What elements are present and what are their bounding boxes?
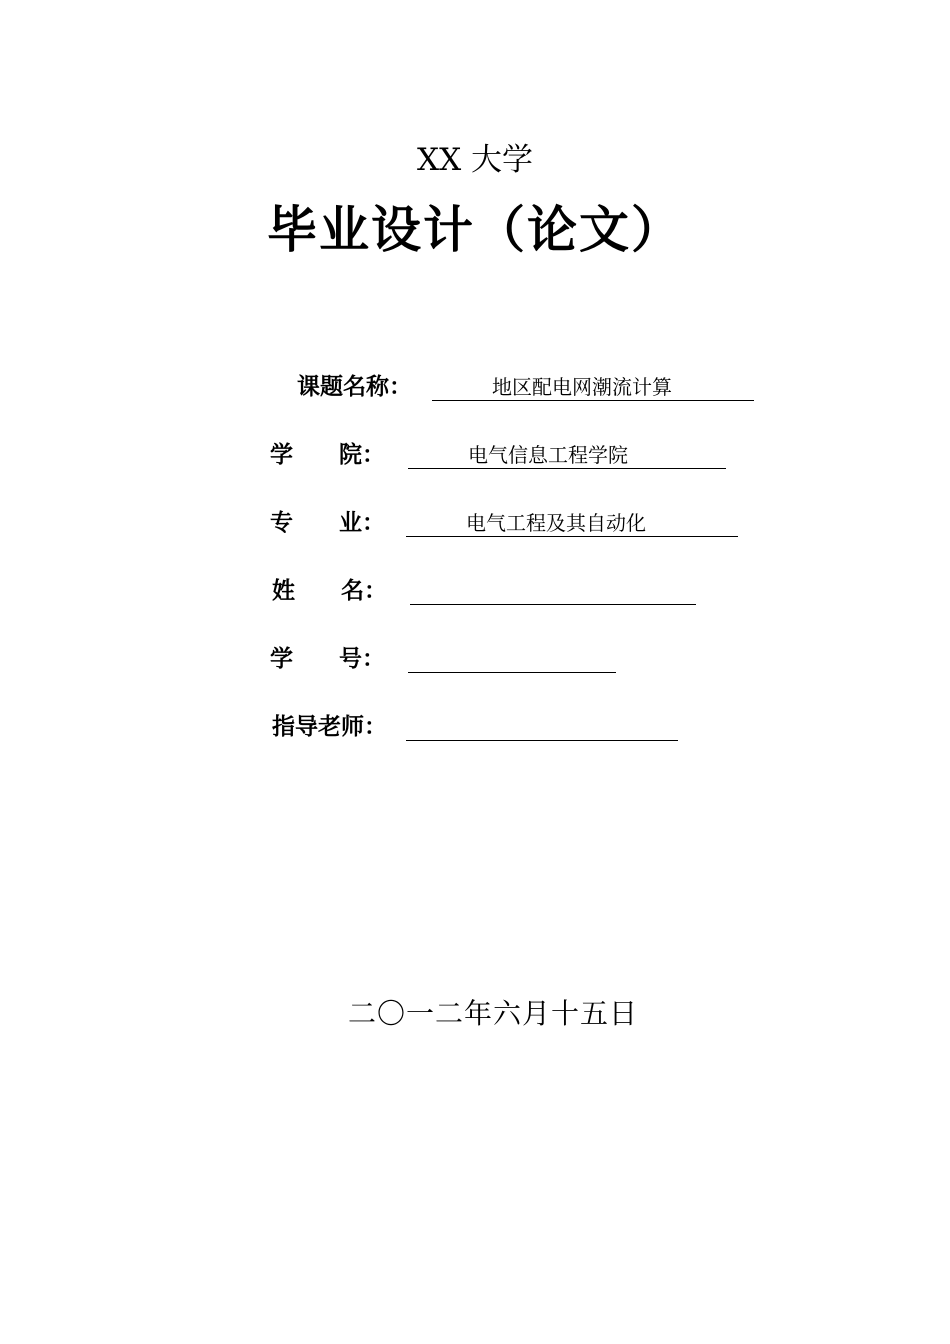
major-label: 专 业： (270, 510, 385, 536)
student-id-underline (408, 642, 616, 673)
advisor-underline (406, 710, 678, 741)
submission-date: 二〇一二年六月十五日 (347, 997, 638, 1030)
student-id-label: 学 号： (270, 646, 385, 672)
major-value: 电气工程及其自动化 (466, 511, 646, 535)
document-title: 毕业设计（论文） (267, 201, 683, 259)
college-label: 学 院： (270, 442, 385, 468)
name-underline (410, 574, 696, 605)
name-label: 姓 名： (272, 578, 387, 604)
college-value: 电气信息工程学院 (468, 443, 628, 467)
advisor-label: 指导老师： (272, 714, 387, 740)
topic-value: 地区配电网潮流计算 (492, 375, 672, 399)
university-name: XX 大学 (417, 142, 533, 178)
topic-label: 课题名称： (297, 374, 412, 400)
